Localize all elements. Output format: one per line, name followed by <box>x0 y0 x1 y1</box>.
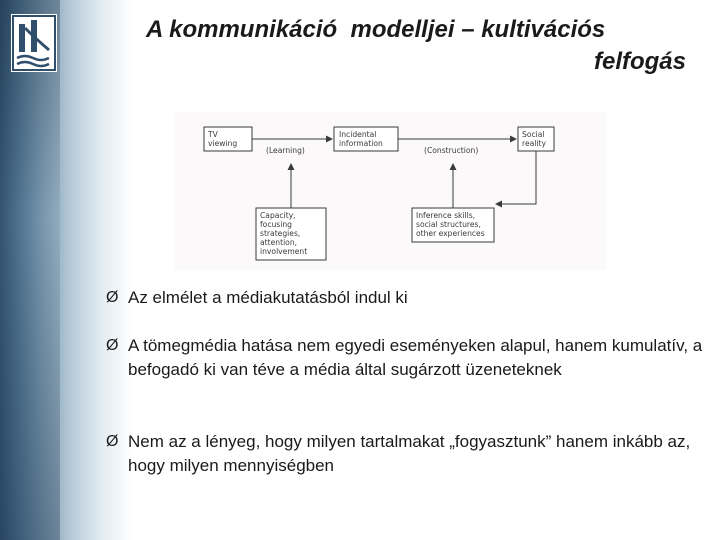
decorative-side-shade <box>0 0 60 540</box>
box-tv-line-2: viewing <box>208 139 238 148</box>
box-capacity-line-2: focusing <box>260 220 293 229</box>
box-capacity-line-3: strategies, <box>260 229 301 238</box>
box-inference-line-3: other experiences <box>416 229 485 238</box>
arrow-social-to-inference <box>496 151 536 204</box>
bullet-text-3: Nem az a lényeg, hogy milyen tartalmakat „fogyasztunk” hanem inkább az, hogy milyen mennyiségben <box>128 432 691 475</box>
bullet-arrow-icon: Ø <box>106 289 119 306</box>
box-capacity-line-4: attention, <box>260 238 298 247</box>
title-line-2: felfogás <box>593 48 686 75</box>
bullet-text-2: A tömegmédia hatása nem egyedi eseményeken alapul, hanem kumulatív, a befogadó ki van téve a média által sugárzott üzeneteknek <box>128 336 703 379</box>
cultivation-model-diagram <box>174 112 606 270</box>
box-social-line-1: Social <box>522 130 545 139</box>
bullet-text-1: Az elmélet a médiakutatásból indul ki <box>128 288 408 307</box>
box-incidental-line-1: Incidental <box>339 130 377 139</box>
slide-title <box>140 14 686 78</box>
bullet-item-1 <box>106 286 706 310</box>
bullet-item-2 <box>106 334 706 382</box>
box-social-line-2: reality <box>522 139 546 148</box>
label-learning: (Learning) <box>266 146 305 155</box>
box-tv-line-1: TV <box>208 130 218 139</box>
institution-logo <box>11 14 57 72</box>
title-line-1: A kommunikáció modelljei – kultivációs <box>146 16 606 43</box>
box-incidental-line-2: information <box>339 139 383 148</box>
box-inference-line-1: Inference skills, <box>416 211 476 220</box>
bullet-arrow-icon: Ø <box>106 433 119 450</box>
bullet-arrow-icon: Ø <box>106 337 119 354</box>
box-inference-line-2: social structures, <box>416 220 481 229</box>
box-capacity-line-1: Capacity, <box>260 211 296 220</box>
box-capacity-line-5: involvement <box>260 247 308 256</box>
bullet-item-3 <box>106 430 706 478</box>
label-construction: (Construction) <box>424 146 479 155</box>
